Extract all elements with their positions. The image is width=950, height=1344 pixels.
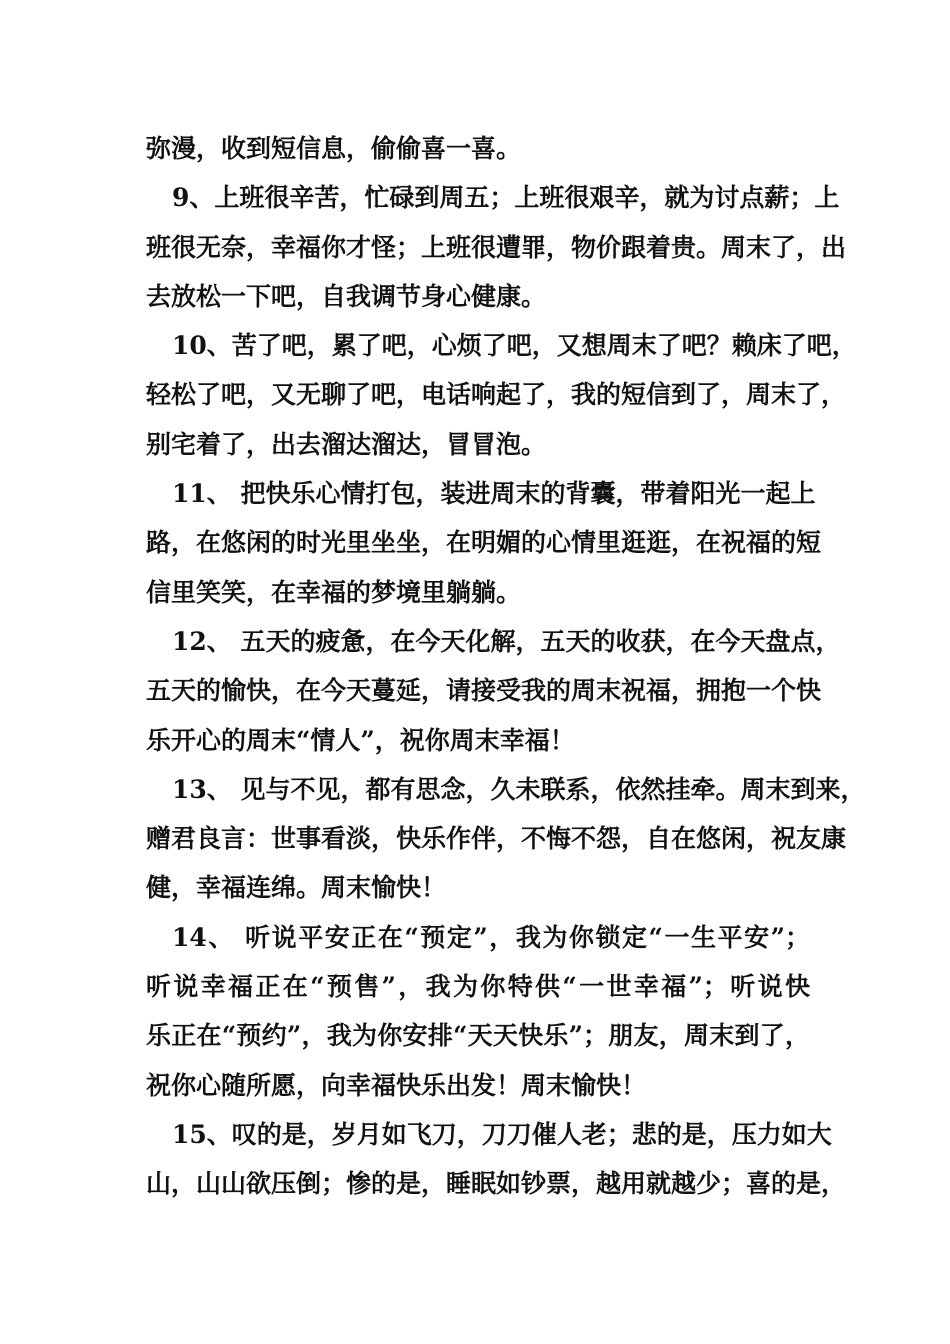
text-line: 12、 五天的疲惫，在今天化解，五天的收获，在今天盘点， [172, 626, 841, 656]
text-line: 11、 把快乐心情打包，装进周末的背囊，带着阳光一起上 [172, 479, 816, 509]
text-line: 13、 见与不见，都有思念，久未联系，依然挂牵。周末到来， [172, 774, 866, 804]
text-line: 10、苦了吧，累了吧，心烦了吧，又想周末了吧？赖床了吧， [172, 331, 857, 361]
text-line: 乐正在“预约”，我为你安排“天天快乐”；朋友，周末到了， [146, 1021, 810, 1051]
text-line: 健，幸福连绵。周末愉快！ [146, 873, 447, 903]
text-line: 听说幸福正在“预售”，我为你特供“一世幸福”；听说快 [146, 972, 810, 1002]
text-line: 弥漫，收到短信息，偷偷喜一喜。 [146, 134, 522, 163]
text-line: 路，在悠闲的时光里坐坐，在明媚的心情里逛逛，在祝福的短 [146, 528, 822, 558]
text-line: 山，山山欲压倒；惨的是，睡眠如钞票，越用就越少；喜的是， [146, 1169, 847, 1199]
text-line: 班很无奈，幸福你才怪；上班很遭罪，物价跟着贵。周末了，出 [146, 232, 847, 262]
text-line: 别宅着了，出去溜达溜达，冒冒泡。 [146, 429, 547, 459]
text-line: 乐开心的周末“情人”，祝你周末幸福！ [146, 725, 575, 755]
text-line: 9、上班很辛苦，忙碌到周五；上班很艰辛，就为讨点薪；上 [172, 183, 840, 213]
text-line: 轻松了吧，又无聊了吧，电话响起了，我的短信到了，周末了， [146, 380, 847, 410]
text-line: 赠君良言：世事看淡，快乐作伴，不悔不怨，自在悠闲，祝友康 [146, 824, 847, 854]
text-line: 去放松一下吧，自我调节身心健康。 [146, 281, 547, 311]
text-line: 五天的愉快，在今天蔓延，请接受我的周末祝福，拥抱一个快 [146, 676, 822, 706]
text-line: 15、叹的是，岁月如飞刀，刀刀催人老；悲的是，压力如大 [172, 1119, 832, 1149]
text-line: 14、 听说平安正在“预定”，我为你锁定“一生平安”； [172, 922, 810, 952]
text-line: 祝你心随所愿，向幸福快乐出发！周末愉快！ [146, 1070, 647, 1100]
text-line: 信里笑笑，在幸福的梦境里躺躺。 [146, 577, 522, 607]
document-body [146, 124, 866, 1209]
